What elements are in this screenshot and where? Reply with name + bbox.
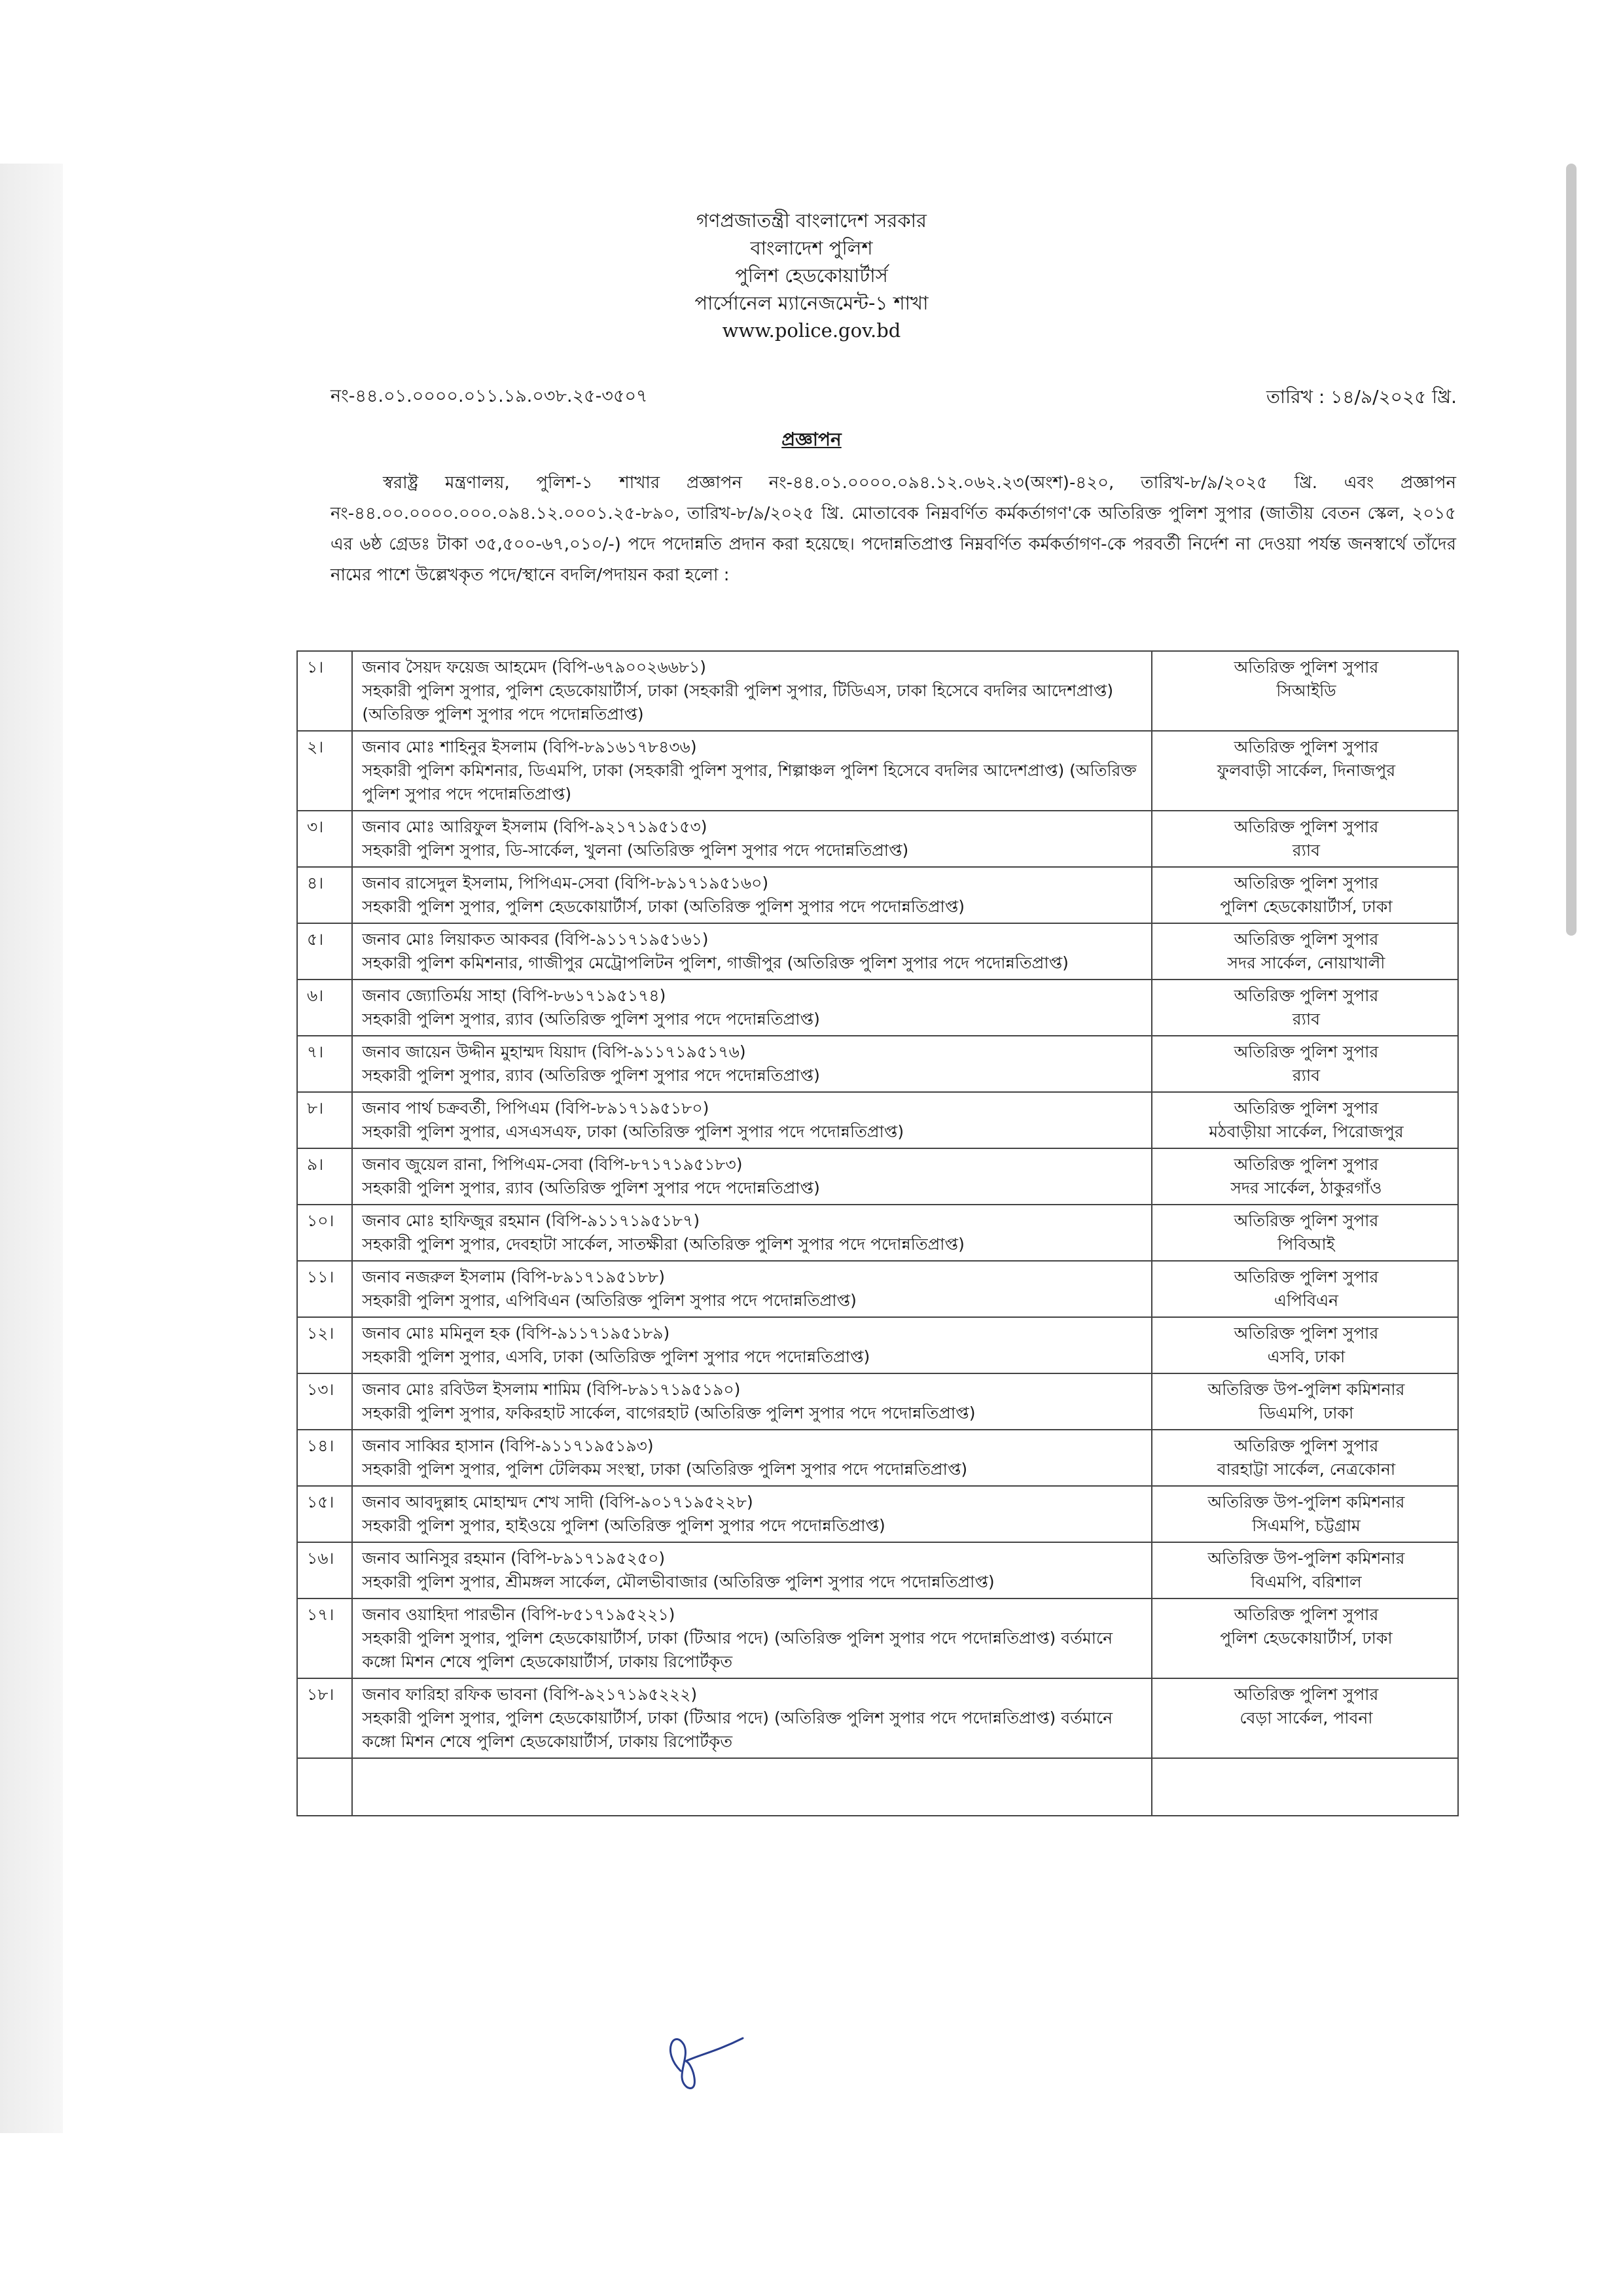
new-place: বিএমপি, বরিশাল bbox=[1251, 1572, 1362, 1591]
officer-name: জনাব আবদুল্লাহ মোহাম্মদ শেখ সাদী (বিপি-৯০১৭১৯৫২২৮) bbox=[362, 1492, 753, 1511]
table-row bbox=[297, 1092, 1458, 1148]
officer-current-post: সহকারী পুলিশ সুপার, ফকিরহাট সার্কেল, বাগেরহাট (অতিরিক্ত পুলিশ সুপার পদে পদোন্নতিপ্রাপ্ত) bbox=[362, 1404, 976, 1422]
new-place: সিএমপি, চট্টগ্রাম bbox=[1252, 1516, 1361, 1535]
new-place: ফুলবাড়ী সার্কেল, দিনাজপুর bbox=[1217, 761, 1396, 780]
table-row bbox=[297, 867, 1458, 923]
new-place: পুলিশ হেডকোয়ার্টার্স, ঢাকা bbox=[1220, 1629, 1393, 1648]
new-place: র‌্যাব bbox=[1292, 1010, 1321, 1029]
transfer-table bbox=[296, 650, 1459, 1816]
serial-number: ১৩। bbox=[297, 1373, 352, 1430]
table-row bbox=[297, 923, 1458, 980]
serial-number: ১২। bbox=[297, 1317, 352, 1373]
new-post: অতিরিক্ত পুলিশ সুপার bbox=[1234, 658, 1379, 677]
new-post: অতিরিক্ত পুলিশ সুপার bbox=[1234, 1042, 1379, 1061]
serial-number: ১৪। bbox=[297, 1430, 352, 1486]
table-row bbox=[297, 1036, 1458, 1092]
table-row bbox=[297, 1317, 1458, 1373]
posting-details bbox=[1152, 651, 1458, 731]
new-post: অতিরিক্ত পুলিশ সুপার bbox=[1234, 1436, 1379, 1455]
serial-number: ৫। bbox=[297, 923, 352, 980]
table-row bbox=[297, 1598, 1458, 1678]
website-link[interactable]: www.police.gov.bd bbox=[722, 319, 901, 342]
blank-cell bbox=[352, 1758, 1152, 1816]
serial-number: ১১। bbox=[297, 1261, 352, 1317]
notice-title: প্রজ্ঞাপন bbox=[781, 429, 842, 450]
new-place: এসবি, ঢাকা bbox=[1267, 1347, 1346, 1366]
letterhead bbox=[0, 207, 1623, 344]
table-row bbox=[297, 651, 1458, 731]
officer-current-post: সহকারী পুলিশ কমিশনার, গাজীপুর মেট্রোপলিটন পুলিশ, গাজীপুর (অতিরিক্ত পুলিশ সুপার পদে পদোন্নতিপ্রাপ্ত) bbox=[362, 953, 1069, 972]
serial-number: ১। bbox=[297, 651, 352, 731]
notice-body: স্বরাষ্ট্র মন্ত্রণালয়, পুলিশ-১ শাখার প্রজ্ঞাপন নং-৪৪.০১.০০০০.০৯৪.১২.০৬২.২৩(অংশ)-৪২০, তারিখ-৮/৯/২০২৫ খ্রি. এবং প্রজ্ঞাপন নং-৪৪.০০.০০০০.০০০.০৯৪.১২.০০০১.২৫-৮৯০, তারিখ-৮/৯/২০২৫ খ্রি. মোতাবেক নিম্নবর্ণিত কর্মকর্তাগণ'কে অতিরিক্ত পুলিশ সুপার (জাতীয় বেতন স্কেল, ২০১৫ এর ৬ষ্ঠ গ্রেডঃ টাকা ৩৫,৫০০-৬৭,০১০/-) পদে পদোন্নতি প্রদান করা হয়েছে। পদোন্নতিপ্রাপ্ত নিম্নবর্ণিত কর্মকর্তাগণ-কে পরবর্তী নির্দেশ না দেওয়া পর্যন্ত জনস্বার্থে তাঁদের নামের পাশে উল্লেখকৃত পদে/স্থানে বদলি/পদায়ন করা হলো : bbox=[330, 473, 1456, 585]
new-place: পুলিশ হেডকোয়ার্টার্স, ঢাকা bbox=[1220, 897, 1393, 916]
officer-details bbox=[352, 1092, 1152, 1148]
table-row bbox=[297, 1205, 1458, 1261]
posting-details bbox=[1152, 1430, 1458, 1486]
officer-current-post: সহকারী পুলিশ সুপার, র‌্যাব (অতিরিক্ত পুলিশ সুপার পদে পদোন্নতিপ্রাপ্ত) bbox=[362, 1178, 820, 1197]
officer-name: জনাব নজরুল ইসলাম (বিপি-৮৯১৭১৯৫১৮৮) bbox=[362, 1267, 666, 1286]
serial-number: ২। bbox=[297, 731, 352, 811]
officer-name: জনাব সাব্বির হাসান (বিপি-৯১১৭১৯৫১৯৩) bbox=[362, 1436, 654, 1455]
officer-details bbox=[352, 731, 1152, 811]
table-row bbox=[297, 980, 1458, 1036]
officer-current-post: সহকারী পুলিশ সুপার, র‌্যাব (অতিরিক্ত পুলিশ সুপার পদে পদোন্নতিপ্রাপ্ত) bbox=[362, 1066, 820, 1085]
posting-details bbox=[1152, 1148, 1458, 1205]
new-place: এপিবিএন bbox=[1274, 1291, 1339, 1310]
new-post: অতিরিক্ত উপ-পুলিশ কমিশনার bbox=[1207, 1549, 1405, 1568]
serial-number: ৪। bbox=[297, 867, 352, 923]
memo-date: তারিখ : ১৪/৯/২০২৫ খ্রি. bbox=[1266, 386, 1457, 408]
table-row bbox=[297, 1430, 1458, 1486]
officer-current-post: সহকারী পুলিশ সুপার, শ্রীমঙ্গল সার্কেল, মৌলভীবাজার (অতিরিক্ত পুলিশ সুপার পদে পদোন্নতিপ্রাপ্ত) bbox=[362, 1572, 995, 1591]
officer-details bbox=[352, 980, 1152, 1036]
officer-current-post: সহকারী পুলিশ সুপার, পুলিশ টেলিকম সংস্থা, ঢাকা (অতিরিক্ত পুলিশ সুপার পদে পদোন্নতিপ্রাপ্ত) bbox=[362, 1460, 968, 1479]
officer-details bbox=[352, 811, 1152, 867]
posting-details bbox=[1152, 1678, 1458, 1758]
new-place: মঠবাড়ীয়া সার্কেল, পিরোজপুর bbox=[1209, 1122, 1404, 1141]
new-post: অতিরিক্ত পুলিশ সুপার bbox=[1234, 1267, 1379, 1286]
officer-name: জনাব জুয়েল রানা, পিপিএম-সেবা (বিপি-৮৭১৭১৯৫১৮৩) bbox=[362, 1155, 743, 1174]
officer-name: জনাব ওয়াহিদা পারভীন (বিপি-৮৫১৭১৯৫২২১) bbox=[362, 1605, 675, 1624]
officer-current-post: সহকারী পুলিশ সুপার, এসএসএফ, ঢাকা (অতিরিক্ত পুলিশ সুপার পদে পদোন্নতিপ্রাপ্ত) bbox=[362, 1122, 904, 1141]
new-post: অতিরিক্ত পুলিশ সুপার bbox=[1234, 1211, 1379, 1230]
new-post: অতিরিক্ত পুলিশ সুপার bbox=[1234, 874, 1379, 892]
new-place: সদর সার্কেল, নোয়াখালী bbox=[1227, 953, 1385, 972]
posting-details bbox=[1152, 1373, 1458, 1430]
officer-details bbox=[352, 1373, 1152, 1430]
officer-current-post: সহকারী পুলিশ কমিশনার, ডিএমপি, ঢাকা (সহকারী পুলিশ সুপার, শিল্পাঞ্চল পুলিশ হিসেবে বদলির আদেশপ্রাপ্ত) (অতিরিক্ত পুলিশ সুপার পদে পদোন্নতিপ্রাপ্ত) bbox=[362, 761, 1137, 804]
officer-details bbox=[352, 651, 1152, 731]
officer-name: জনাব পার্থ চক্রবর্তী, পিপিএম (বিপি-৮৯১৭১৯৫১৮০) bbox=[362, 1099, 709, 1118]
posting-details bbox=[1152, 923, 1458, 980]
officer-current-post: সহকারী পুলিশ সুপার, পুলিশ হেডকোয়ার্টার্স, ঢাকা (টিআর পদে) (অতিরিক্ত পুলিশ সুপার পদে পদোন্নতিপ্রাপ্ত) বর্তমানে কঙ্গো মিশন শেষে পুলিশ হেডকোয়ার্টার্স, ঢাকায় রিপোর্টকৃত bbox=[362, 1629, 1113, 1671]
officer-current-post: সহকারী পুলিশ সুপার, এপিবিএন (অতিরিক্ত পুলিশ সুপার পদে পদোন্নতিপ্রাপ্ত) bbox=[362, 1291, 857, 1310]
posting-details bbox=[1152, 1205, 1458, 1261]
officer-name: জনাব ফারিহা রফিক ভাবনা (বিপি-৯২১৭১৯৫২২২) bbox=[362, 1685, 698, 1704]
officer-details bbox=[352, 1148, 1152, 1205]
officer-details bbox=[352, 1205, 1152, 1261]
new-post: অতিরিক্ত পুলিশ সুপার bbox=[1234, 1099, 1379, 1118]
table-row bbox=[297, 811, 1458, 867]
officer-details bbox=[352, 1317, 1152, 1373]
blank-cell bbox=[297, 1758, 352, 1816]
officer-details bbox=[352, 1261, 1152, 1317]
officer-name: জনাব মোঃ লিয়াকত আকবর (বিপি-৯১১৭১৯৫১৬১) bbox=[362, 930, 709, 949]
serial-number: ৯। bbox=[297, 1148, 352, 1205]
table-blank-row bbox=[297, 1758, 1458, 1816]
new-place: বেড়া সার্কেল, পাবনা bbox=[1240, 1708, 1373, 1727]
new-post: অতিরিক্ত পুলিশ সুপার bbox=[1234, 817, 1379, 836]
posting-details bbox=[1152, 1317, 1458, 1373]
table-row bbox=[297, 1261, 1458, 1317]
new-post: অতিরিক্ত পুলিশ সুপার bbox=[1234, 1155, 1379, 1174]
officer-details bbox=[352, 1036, 1152, 1092]
hq-name: পুলিশ হেডকোয়ার্টার্স bbox=[735, 264, 888, 287]
new-place: সদর সার্কেল, ঠাকুরগাঁও bbox=[1230, 1178, 1382, 1197]
officer-details bbox=[352, 1486, 1152, 1542]
govt-name: গণপ্রজাতন্ত্রী বাংলাদেশ সরকার bbox=[696, 209, 927, 232]
officer-name: জনাব মোঃ মমিনুল হক (বিপি-৯১১৭১৯৫১৮৯) bbox=[362, 1324, 670, 1343]
posting-details bbox=[1152, 811, 1458, 867]
new-post: অতিরিক্ত পুলিশ সুপার bbox=[1234, 1685, 1379, 1704]
officer-details bbox=[352, 867, 1152, 923]
posting-details bbox=[1152, 980, 1458, 1036]
officer-current-post: সহকারী পুলিশ সুপার, র‌্যাব (অতিরিক্ত পুলিশ সুপার পদে পদোন্নতিপ্রাপ্ত) bbox=[362, 1010, 820, 1029]
serial-number: ১৫। bbox=[297, 1486, 352, 1542]
officer-name: জনাব আনিসুর রহমান (বিপি-৮৯১৭১৯৫২৫০) bbox=[362, 1549, 666, 1568]
officer-details bbox=[352, 1430, 1152, 1486]
branch-name: পার্সোনেল ম্যানেজমেন্ট-১ শাখা bbox=[694, 292, 929, 314]
officer-current-post: সহকারী পুলিশ সুপার, পুলিশ হেডকোয়ার্টার্স, ঢাকা (সহকারী পুলিশ সুপার, টিডিএস, ঢাকা হিসেবে বদলির আদেশপ্রাপ্ত) (অতিরিক্ত পুলিশ সুপার পদে পদোন্নতিপ্রাপ্ত) bbox=[362, 681, 1114, 724]
new-post: অতিরিক্ত পুলিশ সুপার bbox=[1234, 1324, 1379, 1343]
posting-details bbox=[1152, 1542, 1458, 1598]
new-post: অতিরিক্ত পুলিশ সুপার bbox=[1234, 930, 1379, 949]
officer-current-post: সহকারী পুলিশ সুপার, এসবি, ঢাকা (অতিরিক্ত পুলিশ সুপার পদে পদোন্নতিপ্রাপ্ত) bbox=[362, 1347, 870, 1366]
new-post: অতিরিক্ত পুলিশ সুপার bbox=[1234, 737, 1379, 756]
table-row bbox=[297, 731, 1458, 811]
officer-details bbox=[352, 1542, 1152, 1598]
serial-number: ৮। bbox=[297, 1092, 352, 1148]
officer-details bbox=[352, 1598, 1152, 1678]
officer-details bbox=[352, 1678, 1152, 1758]
officer-name: জনাব মোঃ হাফিজুর রহমান (বিপি-৯১১৭১৯৫১৮৭) bbox=[362, 1211, 700, 1230]
officer-current-post: সহকারী পুলিশ সুপার, ডি-সার্কেল, খুলনা (অতিরিক্ত পুলিশ সুপার পদে পদোন্নতিপ্রাপ্ত) bbox=[362, 841, 909, 860]
officer-name: জনাব জ্যোতির্ময় সাহা (বিপি-৮৬১৭১৯৫১৭৪) bbox=[362, 986, 666, 1005]
memo-number: নং-৪৪.০১.০০০০.০১১.১৯.০৩৮.২৫-৩৫০৭ bbox=[330, 386, 648, 406]
posting-details bbox=[1152, 1486, 1458, 1542]
posting-details bbox=[1152, 731, 1458, 811]
new-place: র‌্যাব bbox=[1292, 1066, 1321, 1085]
posting-details bbox=[1152, 1598, 1458, 1678]
serial-number: ৩। bbox=[297, 811, 352, 867]
serial-number: ৭। bbox=[297, 1036, 352, 1092]
serial-number: ৬। bbox=[297, 980, 352, 1036]
new-post: অতিরিক্ত উপ-পুলিশ কমিশনার bbox=[1207, 1380, 1405, 1399]
page-edge bbox=[0, 164, 63, 2133]
new-place: র‌্যাব bbox=[1292, 841, 1321, 860]
table-row bbox=[297, 1373, 1458, 1430]
serial-number: ১০। bbox=[297, 1205, 352, 1261]
serial-number: ১৮। bbox=[297, 1678, 352, 1758]
table-row bbox=[297, 1486, 1458, 1542]
new-post: অতিরিক্ত উপ-পুলিশ কমিশনার bbox=[1207, 1492, 1405, 1511]
officer-name: জনাব জায়েন উদ্দীন মুহাম্মদ যিয়াদ (বিপি-৯১১৭১৯৫১৭৬) bbox=[362, 1042, 746, 1061]
officer-current-post: সহকারী পুলিশ সুপার, পুলিশ হেডকোয়ার্টার্স, ঢাকা (টিআর পদে) (অতিরিক্ত পুলিশ সুপার পদে পদোন্নতিপ্রাপ্ত) বর্তমানে কঙ্গো মিশন শেষে পুলিশ হেডকোয়ার্টার্স, ঢাকায় রিপোর্টকৃত bbox=[362, 1708, 1113, 1751]
officer-name: জনাব মোঃ শাহিনুর ইসলাম (বিপি-৮৯১৬১৭৮৪৩৬) bbox=[362, 737, 697, 756]
table-row bbox=[297, 1678, 1458, 1758]
officer-name: জনাব মোঃ রবিউল ইসলাম শামিম (বিপি-৮৯১৭১৯৫১৯০) bbox=[362, 1380, 741, 1399]
signature bbox=[654, 2025, 753, 2097]
table-row bbox=[297, 1148, 1458, 1205]
officer-name: জনাব মোঃ আরিফুল ইসলাম (বিপি-৯২১৭১৯৫১৫৩) bbox=[362, 817, 707, 836]
new-post: অতিরিক্ত পুলিশ সুপার bbox=[1234, 1605, 1379, 1624]
officer-details bbox=[352, 923, 1152, 980]
officer-current-post: সহকারী পুলিশ সুপার, পুলিশ হেডকোয়ার্টার্স, ঢাকা (অতিরিক্ত পুলিশ সুপার পদে পদোন্নতিপ্রাপ্ত) bbox=[362, 897, 965, 916]
officer-current-post: সহকারী পুলিশ সুপার, দেবহাটা সার্কেল, সাতক্ষীরা (অতিরিক্ত পুলিশ সুপার পদে পদোন্নতিপ্রাপ্ত) bbox=[362, 1235, 965, 1254]
serial-number: ১৬। bbox=[297, 1542, 352, 1598]
org-name: বাংলাদেশ পুলিশ bbox=[750, 237, 873, 259]
new-place: সিআইডি bbox=[1276, 681, 1336, 700]
serial-number: ১৭। bbox=[297, 1598, 352, 1678]
posting-details bbox=[1152, 1036, 1458, 1092]
new-post: অতিরিক্ত পুলিশ সুপার bbox=[1234, 986, 1379, 1005]
new-place: পিবিআই bbox=[1277, 1235, 1335, 1254]
blank-cell bbox=[1152, 1758, 1458, 1816]
posting-details bbox=[1152, 1092, 1458, 1148]
new-place: ডিএমপি, ঢাকা bbox=[1258, 1404, 1354, 1422]
officer-name: জনাব সৈয়দ ফয়েজ আহমেদ (বিপি-৬৭৯০০২৬৬৮১) bbox=[362, 658, 707, 677]
new-place: বারহাট্টা সার্কেল, নেত্রকোনা bbox=[1217, 1460, 1396, 1479]
posting-details bbox=[1152, 1261, 1458, 1317]
table-row bbox=[297, 1542, 1458, 1598]
posting-details bbox=[1152, 867, 1458, 923]
officer-name: জনাব রাসেদুল ইসলাম, পিপিএম-সেবা (বিপি-৮৯১৭১৯৫১৬০) bbox=[362, 874, 769, 892]
officer-current-post: সহকারী পুলিশ সুপার, হাইওয়ে পুলিশ (অতিরিক্ত পুলিশ সুপার পদে পদোন্নতিপ্রাপ্ত) bbox=[362, 1516, 885, 1535]
